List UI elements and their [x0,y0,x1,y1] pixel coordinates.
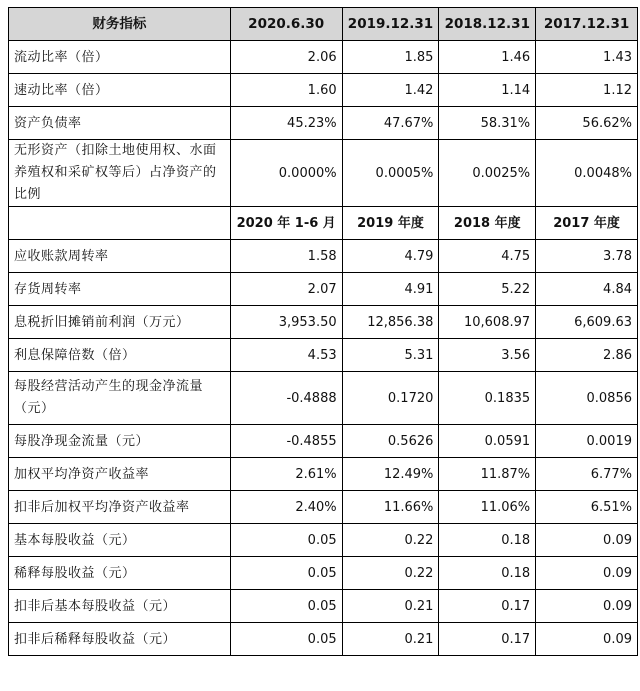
cell-value: 1.46 [439,41,536,74]
row-label: 应收账款周转率 [9,240,231,273]
table-row [9,590,638,623]
cell-value: 0.09 [536,590,638,623]
row-label: 息税折旧摊销前利润（万元） [9,306,231,339]
financial-indicators-table-wrapper [8,0,638,656]
header-period: 2017.12.31 [536,8,638,41]
cell-value: 1.42 [342,74,439,107]
cell-value: 1.60 [230,74,342,107]
row-label: 每股净现金流量（元） [9,425,231,458]
cell-value: 1.58 [230,240,342,273]
table-row [9,339,638,372]
table-row [9,372,638,425]
cell-value: 0.0000% [230,140,342,207]
cell-value: 5.31 [342,339,439,372]
subheader-period: 2019 年度 [342,207,439,240]
cell-value: 4.84 [536,273,638,306]
cell-value: 0.1720 [342,372,439,425]
row-label: 无形资产（扣除土地使用权、水面养殖权和采矿权等后）占净资产的比例 [9,140,231,207]
cell-value: 56.62% [536,107,638,140]
row-label: 速动比率（倍） [9,74,231,107]
cell-value: 6,609.63 [536,306,638,339]
cell-value: 0.21 [342,623,439,656]
table-row [9,458,638,491]
header-row [9,8,638,41]
cell-value: 0.0019 [536,425,638,458]
cell-value: 0.0856 [536,372,638,425]
cell-value: 0.18 [439,524,536,557]
cell-value: 0.0048% [536,140,638,207]
table-row [9,623,638,656]
table-row [9,306,638,339]
cell-value: 0.18 [439,557,536,590]
table-row [9,140,638,207]
cell-value: 0.05 [230,557,342,590]
table-row [9,41,638,74]
subheader-period: 2017 年度 [536,207,638,240]
cell-value: 3,953.50 [230,306,342,339]
header-period: 2018.12.31 [439,8,536,41]
cell-value: 6.77% [536,458,638,491]
cell-value: 4.53 [230,339,342,372]
table-row [9,557,638,590]
cell-value: -0.4888 [230,372,342,425]
row-label: 扣非后稀释每股收益（元） [9,623,231,656]
cell-value: 1.14 [439,74,536,107]
subheader-row [9,207,638,240]
cell-value: 0.05 [230,524,342,557]
cell-value: 3.78 [536,240,638,273]
cell-value: 6.51% [536,491,638,524]
row-label: 每股经营活动产生的现金净流量（元） [9,372,231,425]
cell-value: 0.0591 [439,425,536,458]
cell-value: 0.09 [536,524,638,557]
cell-value: 11.66% [342,491,439,524]
subheader-period: 2018 年度 [439,207,536,240]
cell-value: 1.85 [342,41,439,74]
financial-indicators-table [8,7,638,656]
cell-value: 1.43 [536,41,638,74]
cell-value: 2.06 [230,41,342,74]
table-row [9,273,638,306]
cell-value: 11.87% [439,458,536,491]
cell-value: 0.22 [342,557,439,590]
cell-value: 2.07 [230,273,342,306]
cell-value: 11.06% [439,491,536,524]
cell-value: 2.40% [230,491,342,524]
cell-value: 0.1835 [439,372,536,425]
table-row [9,491,638,524]
cell-value: 0.0025% [439,140,536,207]
header-period: 2020.6.30 [230,8,342,41]
cell-value: 12.49% [342,458,439,491]
cell-value: 2.86 [536,339,638,372]
cell-value: 4.75 [439,240,536,273]
row-label: 稀释每股收益（元） [9,557,231,590]
cell-value: 0.0005% [342,140,439,207]
row-label: 存货周转率 [9,273,231,306]
table-row [9,107,638,140]
table-row [9,240,638,273]
cell-value: 10,608.97 [439,306,536,339]
cell-value: 12,856.38 [342,306,439,339]
header-period: 2019.12.31 [342,8,439,41]
subheader-period: 2020 年 1-6 月 [230,207,342,240]
cell-value: 4.79 [342,240,439,273]
cell-value: -0.4855 [230,425,342,458]
row-label: 利息保障倍数（倍） [9,339,231,372]
cell-value: 47.67% [342,107,439,140]
row-label: 加权平均净资产收益率 [9,458,231,491]
header-label: 财务指标 [9,8,231,41]
table-row [9,425,638,458]
cell-value: 0.5626 [342,425,439,458]
subheader-blank-cell [9,207,231,240]
row-label: 资产负债率 [9,107,231,140]
cell-value: 3.56 [439,339,536,372]
cell-value: 5.22 [439,273,536,306]
cell-value: 1.12 [536,74,638,107]
cell-value: 45.23% [230,107,342,140]
table-row [9,524,638,557]
cell-value: 58.31% [439,107,536,140]
cell-value: 4.91 [342,273,439,306]
cell-value: 0.05 [230,590,342,623]
cell-value: 0.17 [439,590,536,623]
table-row [9,74,638,107]
cell-value: 0.17 [439,623,536,656]
row-label: 基本每股收益（元） [9,524,231,557]
row-label: 扣非后基本每股收益（元） [9,590,231,623]
cell-value: 2.61% [230,458,342,491]
cell-value: 0.21 [342,590,439,623]
row-label: 扣非后加权平均净资产收益率 [9,491,231,524]
row-label: 流动比率（倍） [9,41,231,74]
cell-value: 0.09 [536,623,638,656]
cell-value: 0.05 [230,623,342,656]
cell-value: 0.09 [536,557,638,590]
cell-value: 0.22 [342,524,439,557]
